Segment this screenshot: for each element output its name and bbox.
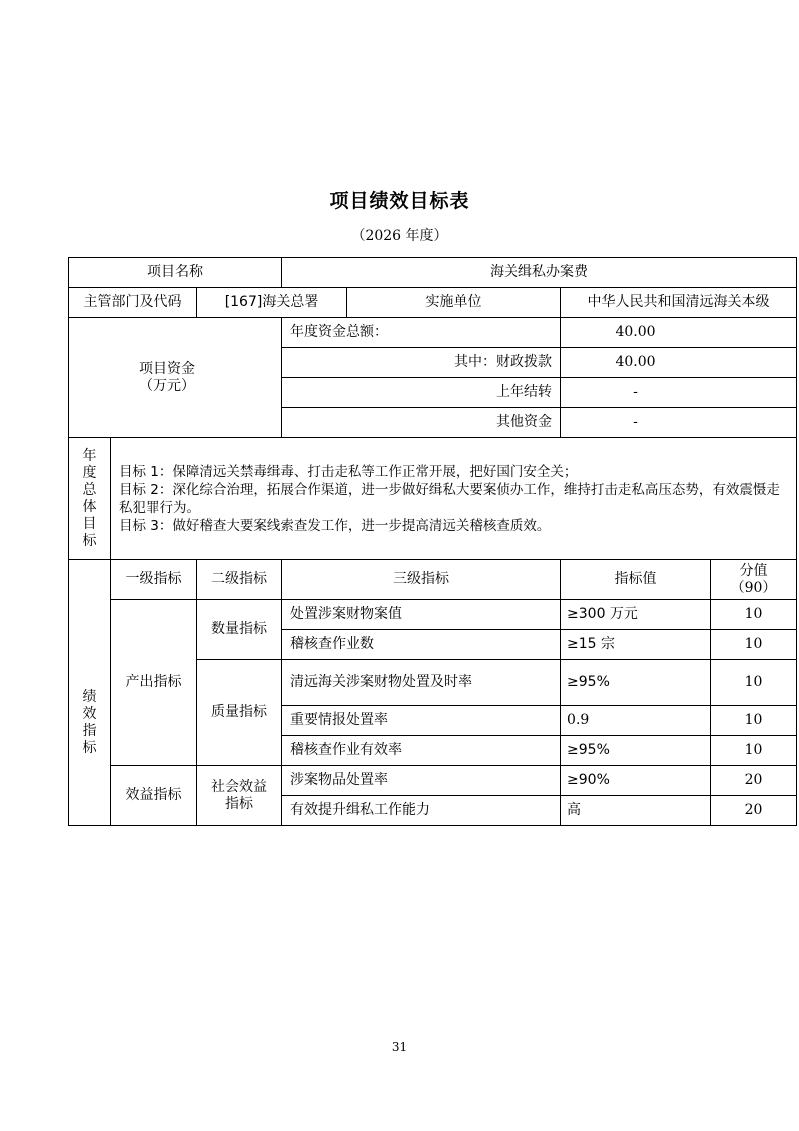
funds-carry-label: 上年结转 bbox=[282, 378, 561, 408]
indicator-target: 高 bbox=[561, 796, 711, 826]
goals-label-char: 年 bbox=[82, 447, 97, 464]
funds-other-label: 其他资金 bbox=[282, 408, 561, 438]
perf-label-char: 效 bbox=[82, 705, 97, 722]
impl-label: 实施单位 bbox=[347, 288, 561, 318]
indicator-score: 10 bbox=[711, 660, 797, 706]
indicator-name: 稽核查作业数 bbox=[282, 630, 561, 660]
indicator-score: 20 bbox=[711, 796, 797, 826]
header-score-line1: 分值 bbox=[739, 562, 768, 579]
perf-label bbox=[69, 560, 111, 826]
funds-total-value: 40.00 bbox=[561, 318, 797, 348]
indicator-score: 10 bbox=[711, 630, 797, 660]
goal-item: 目标 1：保障清远关禁毒缉毒、打击走私等工作正常开展，把好国门安全关； bbox=[119, 463, 578, 480]
page-subtitle: （2026 年度） bbox=[351, 228, 448, 244]
goals-label-char: 目 bbox=[82, 515, 97, 532]
funds-label-line1: 项目资金 bbox=[139, 360, 196, 377]
indicator-score: 10 bbox=[711, 600, 797, 630]
level2-social: 社会效益指标 bbox=[197, 766, 282, 826]
page-number: 31 bbox=[391, 1040, 408, 1054]
dept-label: 主管部门及代码 bbox=[69, 288, 197, 318]
level2-quantity: 数量指标 bbox=[197, 600, 282, 660]
funds-carry-value: - bbox=[561, 378, 797, 408]
indicator-target: ≥15 宗 bbox=[561, 630, 711, 660]
goal-item: 目标 2：深化综合治理，拓展合作渠道，进一步做好缉私大要案侦办工作，维持打击走私高压态势，有效震慑走私犯罪行为。 bbox=[119, 481, 780, 516]
goals-label-char: 体 bbox=[82, 498, 97, 515]
goals-label-char: 总 bbox=[82, 481, 97, 498]
goals-content bbox=[111, 438, 797, 560]
indicator-target: ≥300 万元 bbox=[561, 600, 711, 630]
header-level3: 三级指标 bbox=[282, 560, 561, 600]
project-name-value: 海关缉私办案费 bbox=[282, 258, 797, 288]
header-value: 指标值 bbox=[561, 560, 711, 600]
funds-label bbox=[69, 318, 282, 438]
funds-fiscal-value: 40.00 bbox=[561, 348, 797, 378]
goals-label-char: 标 bbox=[82, 532, 97, 549]
indicator-score: 10 bbox=[711, 706, 797, 736]
indicator-name: 有效提升缉私工作能力 bbox=[282, 796, 561, 826]
indicator-target: 0.9 bbox=[561, 706, 711, 736]
funds-fiscal-label: 其中：财政拨款 bbox=[282, 348, 561, 378]
indicator-target: ≥95% bbox=[561, 736, 711, 766]
goals-label-char: 度 bbox=[82, 464, 97, 481]
dept-value: [167]海关总署 bbox=[197, 288, 347, 318]
level1-benefit: 效益指标 bbox=[111, 766, 197, 826]
indicator-name: 处置涉案财物案值 bbox=[282, 600, 561, 630]
funds-label-line2: （万元） bbox=[139, 377, 196, 394]
indicator-name: 清远海关涉案财物处置及时率 bbox=[282, 660, 561, 706]
indicator-score: 10 bbox=[711, 736, 797, 766]
indicator-name: 稽核查作业有效率 bbox=[282, 736, 561, 766]
impl-value: 中华人民共和国清远海关本级 bbox=[561, 288, 797, 318]
indicator-name: 重要情报处置率 bbox=[282, 706, 561, 736]
goals-label bbox=[69, 438, 111, 560]
header-level2: 二级指标 bbox=[197, 560, 282, 600]
funds-other-value: - bbox=[561, 408, 797, 438]
perf-label-char: 指 bbox=[82, 722, 97, 739]
perf-label-char: 标 bbox=[82, 739, 97, 756]
indicator-name: 涉案物品处置率 bbox=[282, 766, 561, 796]
level2-quality: 质量指标 bbox=[197, 660, 282, 766]
project-name-label: 项目名称 bbox=[69, 258, 282, 288]
indicator-score: 20 bbox=[711, 766, 797, 796]
funds-total-label: 年度资金总额： bbox=[282, 318, 561, 348]
indicator-target: ≥90% bbox=[561, 766, 711, 796]
header-score-line2: （90） bbox=[730, 579, 777, 596]
header-level1: 一级指标 bbox=[111, 560, 197, 600]
perf-label-char: 绩 bbox=[82, 688, 97, 705]
level1-output: 产出指标 bbox=[111, 600, 197, 766]
performance-table bbox=[68, 257, 797, 826]
page-title: 项目绩效目标表 bbox=[329, 190, 470, 212]
goal-item: 目标 3：做好稽查大要案线索查发工作，进一步提高清远关稽核查质效。 bbox=[119, 517, 551, 534]
indicator-target: ≥95% bbox=[561, 660, 711, 706]
header-score bbox=[711, 560, 797, 600]
